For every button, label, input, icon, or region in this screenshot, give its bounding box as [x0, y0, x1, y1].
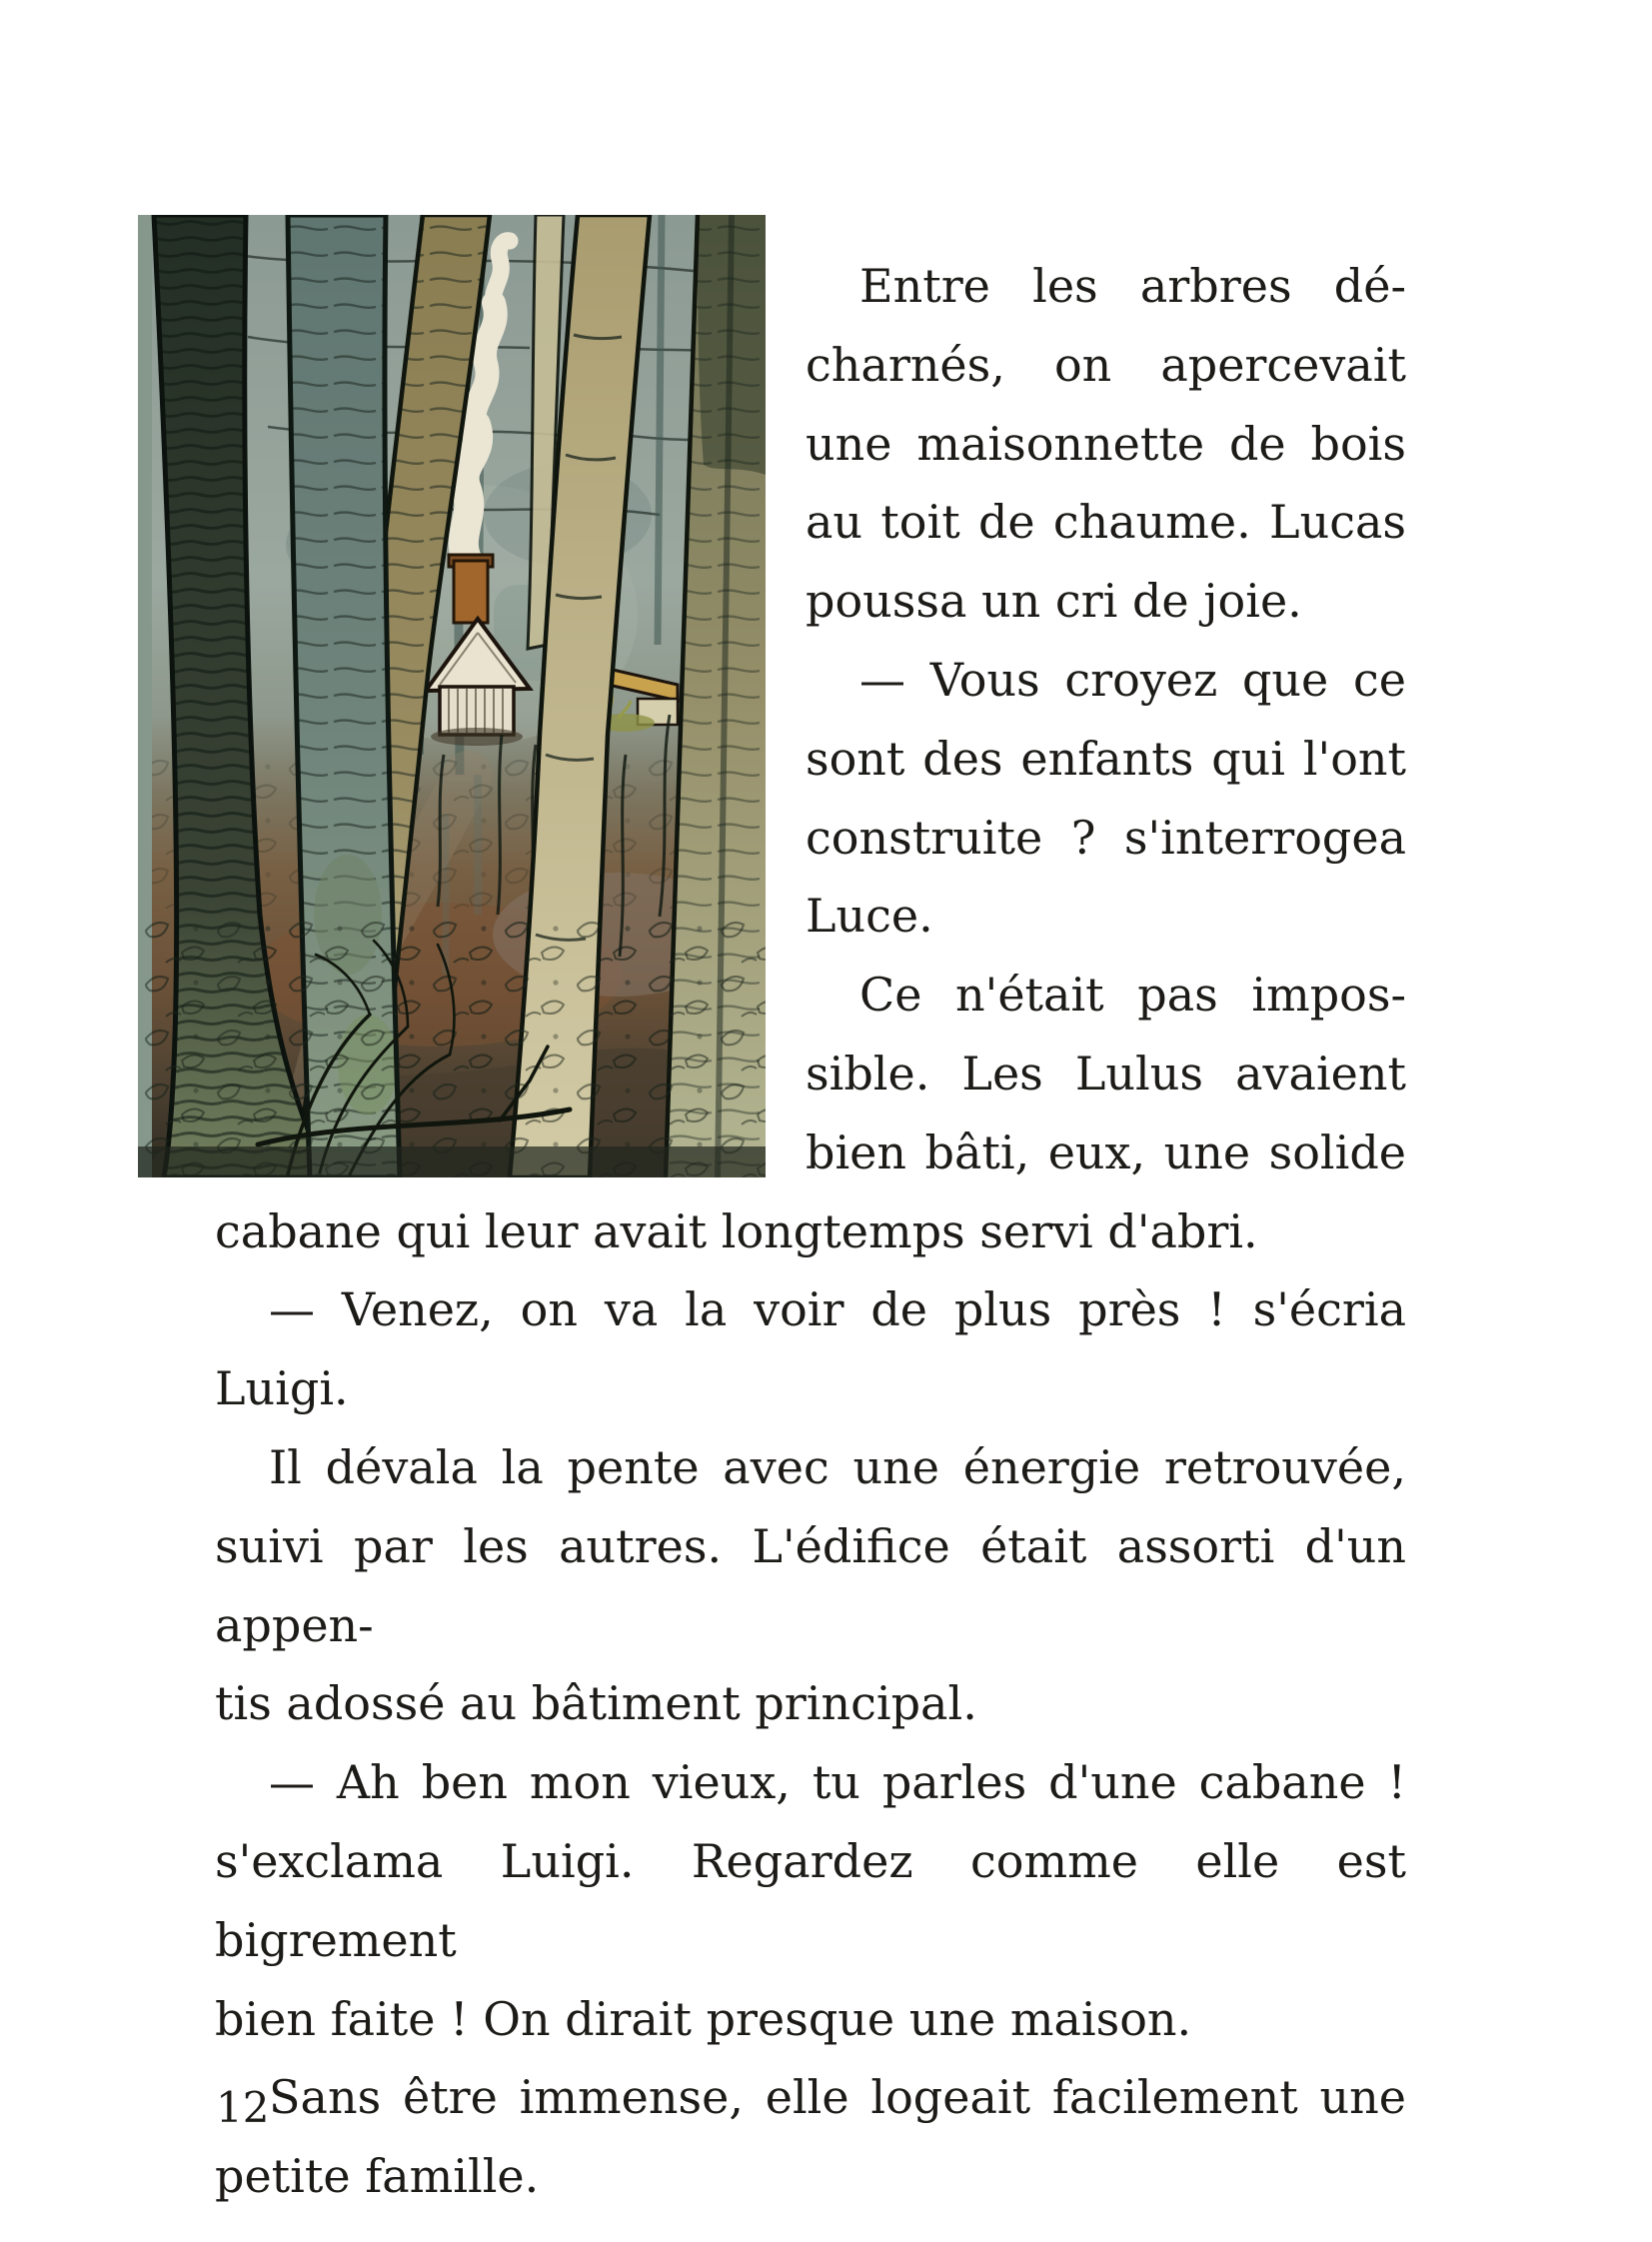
text-line: construite ? s'interrogea [806, 810, 1406, 865]
text-line: cabane qui leur avait longtemps servi d'abri. [215, 1203, 1258, 1258]
text-line: — Venez, on va la voir de plus près ! s'écria Luigi. [215, 1282, 1406, 1416]
text-block [215, 247, 1406, 2216]
text-line: une maisonnette de bois [806, 416, 1406, 471]
text-line: — Vous croyez que ce [859, 652, 1406, 707]
text-line: tis adossé au bâtiment principal. [215, 1676, 977, 1731]
text-line: — Ah ben mon vieux, tu parles d'une cabane ! [269, 1755, 1406, 1810]
text-line: sont des enfants qui l'ont [806, 731, 1406, 786]
text-line: Il dévala la pente avec une énergie retrouvée, [269, 1439, 1406, 1494]
text-line: Sans être immense, elle logeait facilement une [269, 2070, 1406, 2125]
text-line: Entre les arbres dé- [859, 259, 1406, 313]
text-line: bien faite ! On dirait presque une maison. [215, 1991, 1192, 2046]
text-line: sible. Les Lulus avaient [806, 1046, 1406, 1101]
text-line: suivi par les autres. L'édifice était assorti d'un appen- [215, 1518, 1406, 1652]
page-number: 12 [216, 2083, 270, 2132]
text-line: bien bâti, eux, une solide [806, 1124, 1406, 1179]
text-line: Ce n'était pas impos- [859, 968, 1406, 1023]
text-line: Luce. [806, 889, 933, 944]
text-line: charnés, on apercevait [806, 337, 1406, 392]
text-line: s'exclama Luigi. Regardez comme elle est bigrement [215, 1833, 1406, 1967]
text-line: petite famille. [215, 2149, 540, 2204]
text-line: au toit de chaume. Lucas [806, 495, 1406, 550]
text-line: poussa un cri de joie. [806, 574, 1302, 629]
